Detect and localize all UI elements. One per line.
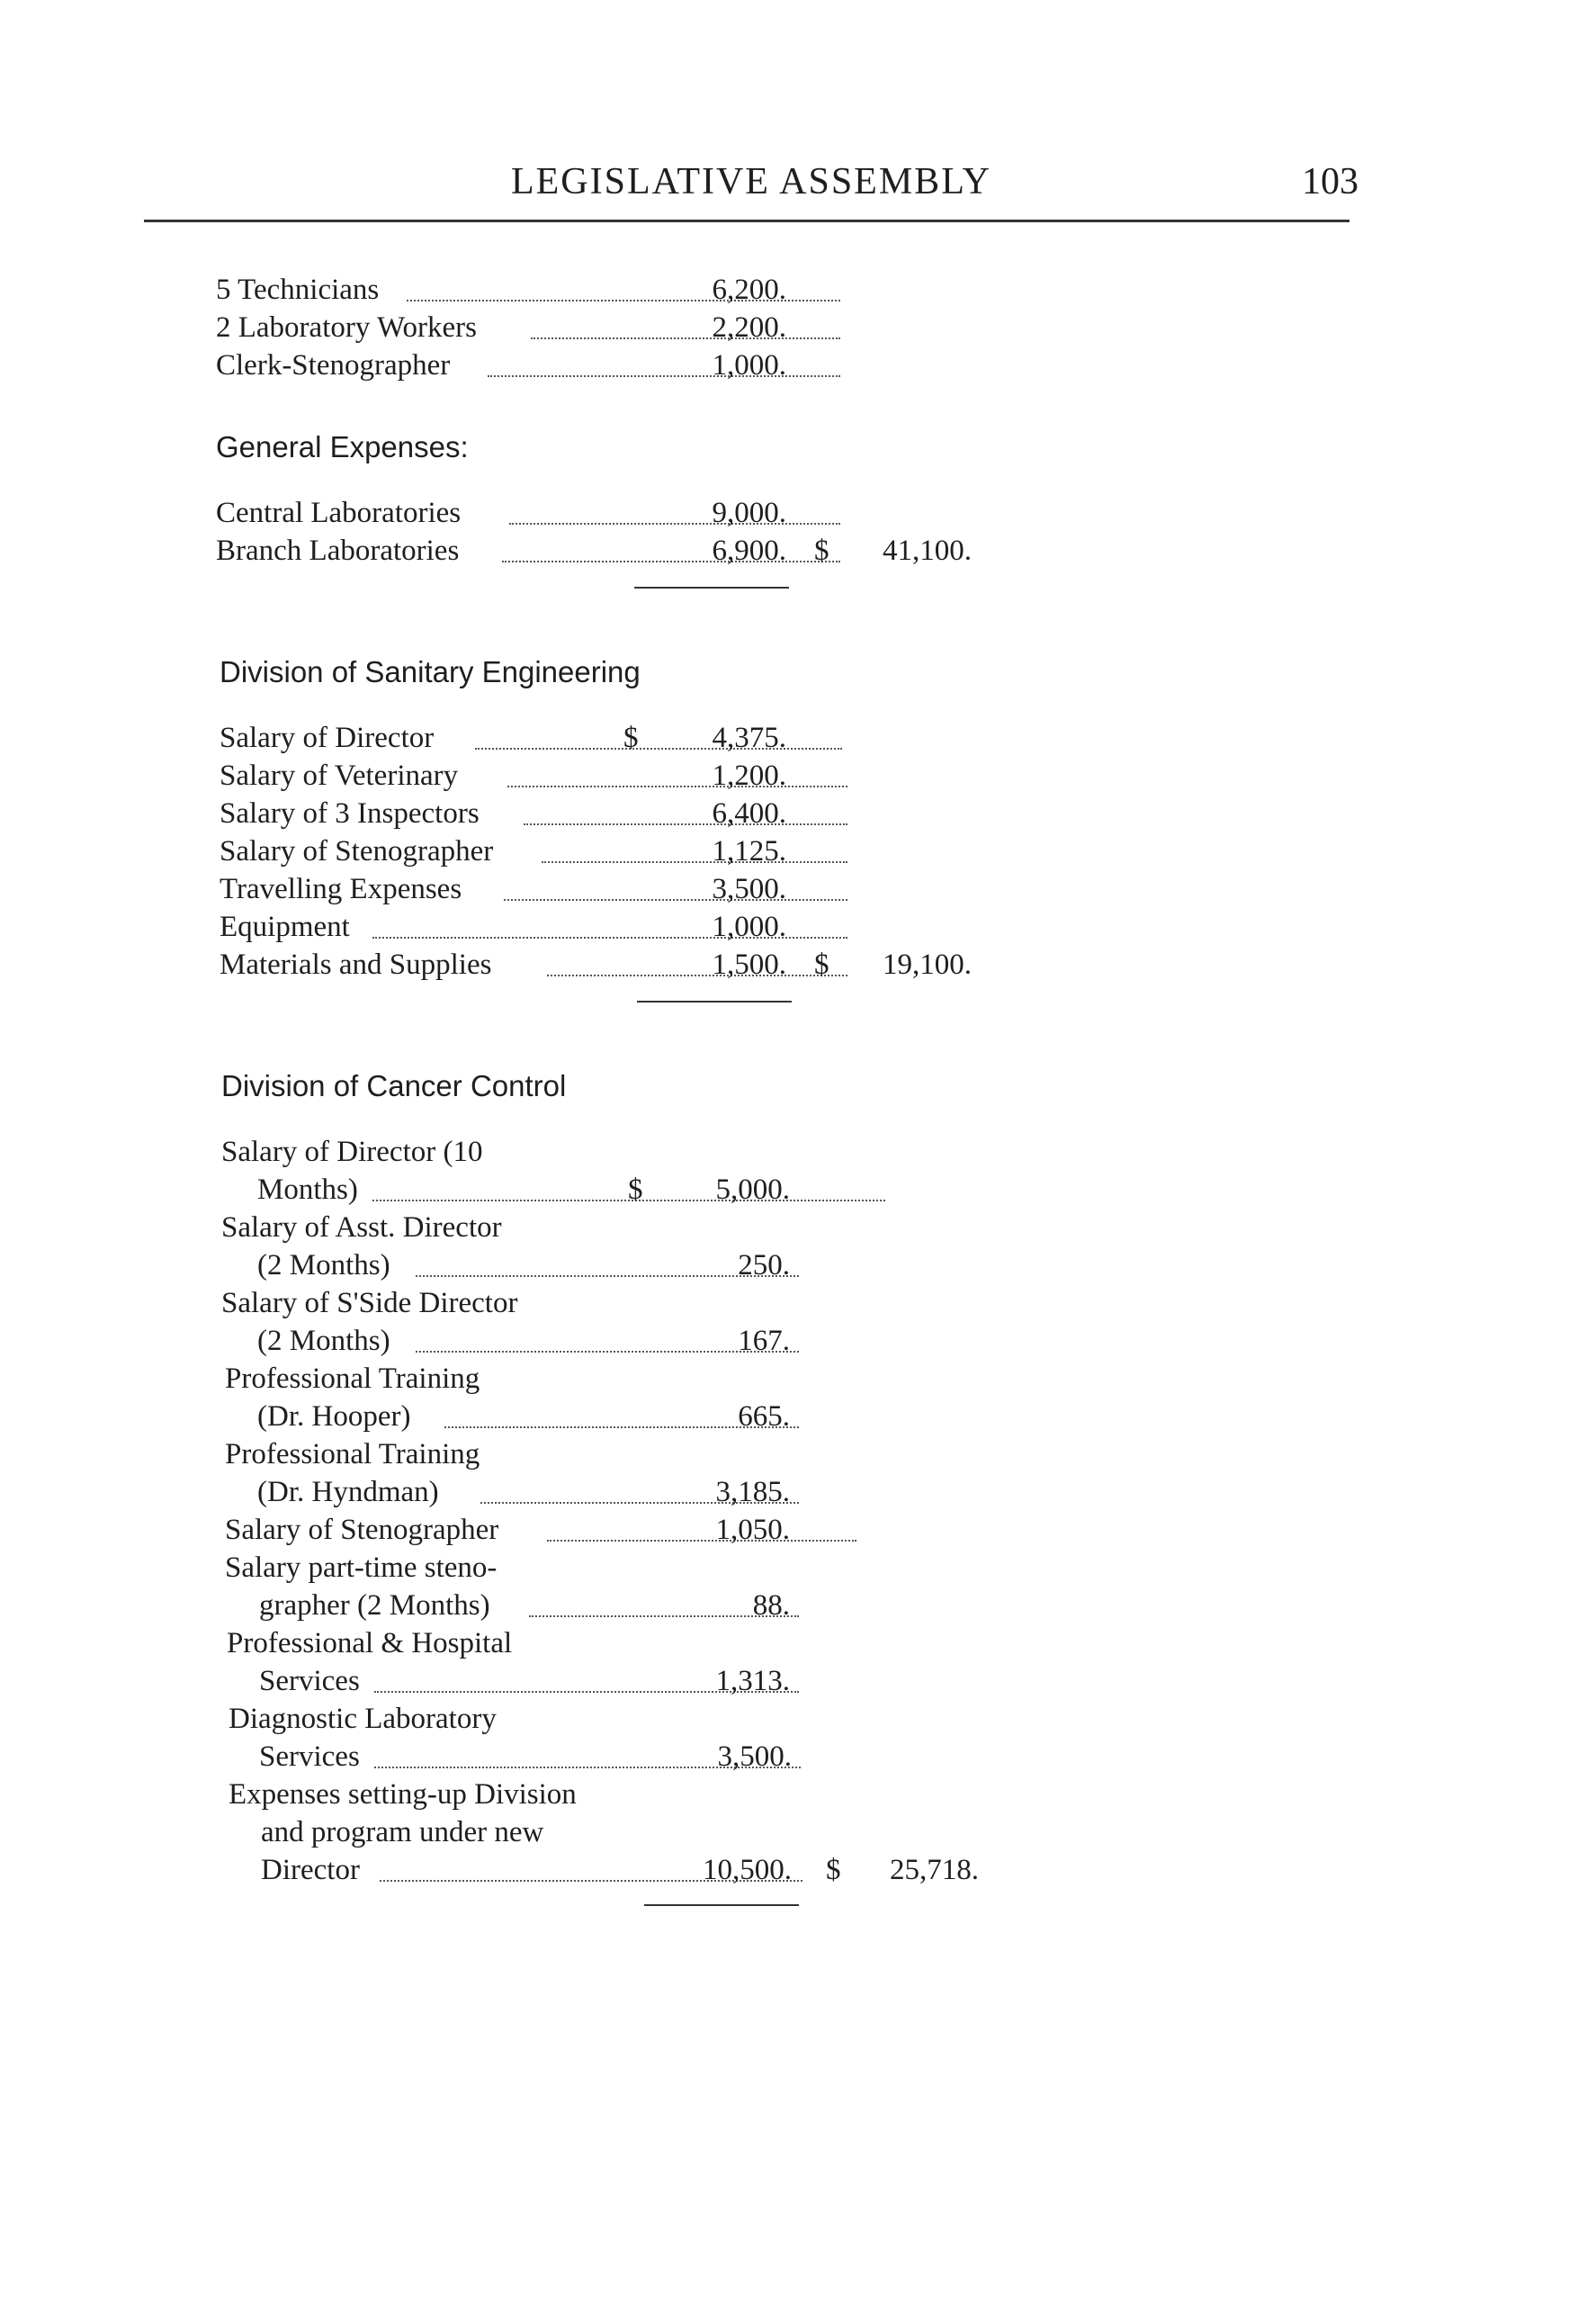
section-total bbox=[814, 531, 972, 571]
total-dollar-sign: $ bbox=[814, 535, 829, 567]
total-rule bbox=[634, 587, 789, 589]
item-label: and program under new bbox=[261, 1816, 544, 1848]
item-label: (Dr. Hyndman) bbox=[257, 1476, 439, 1508]
dot-leader bbox=[509, 483, 840, 525]
item-amount-cell bbox=[696, 1510, 790, 1550]
item-label: 5 Technicians bbox=[216, 274, 380, 306]
item-amount-cell bbox=[693, 945, 786, 985]
total-amount: 19,100. bbox=[883, 949, 972, 981]
item-label: Salary part-time steno- bbox=[225, 1551, 498, 1584]
item-amount: 1,050. bbox=[715, 1514, 790, 1546]
item-amount: 3,185. bbox=[715, 1476, 790, 1508]
item-amount: 3,500. bbox=[712, 873, 786, 905]
item-label: Services bbox=[259, 1740, 360, 1773]
item-amount-cell bbox=[696, 1245, 790, 1285]
item-amount-cell bbox=[693, 346, 786, 385]
item-label: Clerk-Stenographer bbox=[216, 349, 451, 382]
item-label: Salary of 3 Inspectors bbox=[220, 797, 480, 830]
item-label: Professional Training bbox=[225, 1438, 480, 1470]
dot-leader bbox=[524, 784, 847, 825]
item-label: Branch Laboratories bbox=[216, 535, 460, 567]
item-amount: 6,200. bbox=[712, 274, 786, 306]
item-label: Director bbox=[261, 1854, 360, 1886]
item-label: (2 Months) bbox=[257, 1325, 390, 1357]
item-label: (2 Months) bbox=[257, 1249, 390, 1281]
item-label: Diagnostic Laboratory bbox=[229, 1703, 497, 1735]
item-label: (Dr. Hooper) bbox=[257, 1400, 411, 1433]
page-number: 103 bbox=[1302, 161, 1358, 202]
dot-leader bbox=[507, 746, 847, 787]
item-label: 2 Laboratory Workers bbox=[216, 311, 477, 344]
item-amount: 6,900. bbox=[712, 535, 786, 567]
inline-dollar-cell bbox=[628, 1170, 646, 1209]
section-total bbox=[826, 1850, 979, 1890]
item-label: Salary of S'Side Director bbox=[221, 1287, 518, 1319]
item-amount: 6,400. bbox=[712, 797, 786, 830]
section-total bbox=[814, 945, 972, 985]
dot-leader bbox=[488, 336, 840, 377]
item-amount: 10,500. bbox=[703, 1854, 792, 1886]
item-amount: 3,500. bbox=[717, 1740, 792, 1773]
item-amount: 88. bbox=[752, 1589, 790, 1622]
item-amount: 1,313. bbox=[715, 1665, 790, 1697]
dot-leader bbox=[531, 298, 840, 339]
item-amount-cell bbox=[696, 1397, 790, 1436]
total-rule bbox=[637, 1001, 792, 1003]
total-dollar-sign: $ bbox=[814, 949, 829, 981]
item-amount-cell bbox=[696, 1586, 790, 1625]
item-label: Services bbox=[259, 1665, 360, 1697]
dot-leader bbox=[475, 708, 842, 750]
item-amount: 1,000. bbox=[712, 349, 786, 382]
item-amount: 5,000. bbox=[715, 1173, 790, 1206]
item-label: Salary of Asst. Director bbox=[221, 1211, 502, 1244]
item-label: Salary of Stenographer bbox=[220, 835, 494, 868]
item-label: Travelling Expenses bbox=[220, 873, 462, 905]
item-label: grapher (2 Months) bbox=[259, 1589, 490, 1622]
item-amount-cell bbox=[696, 1321, 790, 1361]
item-amount: 4,375. bbox=[712, 722, 786, 754]
item-amount: 1,200. bbox=[712, 760, 786, 792]
list-item bbox=[229, 1775, 804, 1814]
total-rule bbox=[644, 1904, 799, 1906]
item-label: Professional Training bbox=[225, 1362, 480, 1395]
inline-dollar-sign: $ bbox=[628, 1173, 643, 1206]
item-amount: 665. bbox=[738, 1400, 790, 1433]
section-heading: General Expenses: bbox=[216, 430, 469, 463]
total-amount: 25,718. bbox=[890, 1854, 979, 1886]
total-amount: 41,100. bbox=[883, 535, 972, 567]
item-amount: 1,500. bbox=[712, 949, 786, 981]
total-dollar-sign: $ bbox=[826, 1854, 841, 1886]
item-label: Professional & Hospital bbox=[227, 1627, 513, 1659]
item-label: Salary of Director (10 bbox=[221, 1136, 483, 1168]
item-amount-cell bbox=[693, 531, 786, 571]
item-label: Months) bbox=[257, 1173, 358, 1206]
item-amount: 1,125. bbox=[712, 835, 786, 868]
item-label: Expenses setting-up Division bbox=[229, 1778, 577, 1811]
item-amount: 167. bbox=[738, 1325, 790, 1357]
item-label: Central Laboratories bbox=[216, 497, 462, 529]
item-amount-cell bbox=[698, 1850, 792, 1890]
item-amount-cell bbox=[698, 1737, 792, 1776]
item-label: Salary of Veterinary bbox=[220, 760, 459, 792]
header-title: LEGISLATIVE ASSEMBLY bbox=[511, 161, 991, 202]
item-label: Materials and Supplies bbox=[220, 949, 492, 981]
item-amount: 1,000. bbox=[712, 911, 786, 943]
item-label: Salary of Stenographer bbox=[225, 1514, 499, 1546]
running-header bbox=[144, 160, 1358, 214]
item-amount: 2,200. bbox=[712, 311, 786, 344]
item-amount-cell bbox=[696, 1661, 790, 1701]
section-heading: Division of Sanitary Engineering bbox=[220, 655, 641, 688]
dot-leader bbox=[504, 859, 847, 901]
item-amount: 9,000. bbox=[712, 497, 786, 529]
header-rule bbox=[144, 220, 1349, 222]
item-amount: 250. bbox=[738, 1249, 790, 1281]
dot-leader bbox=[502, 521, 840, 562]
item-amount-cell bbox=[696, 1170, 790, 1209]
item-label: Equipment bbox=[220, 911, 350, 943]
inline-dollar-sign: $ bbox=[623, 722, 639, 754]
item-label: Salary of Director bbox=[220, 722, 435, 754]
section-heading: Division of Cancer Control bbox=[221, 1069, 567, 1102]
